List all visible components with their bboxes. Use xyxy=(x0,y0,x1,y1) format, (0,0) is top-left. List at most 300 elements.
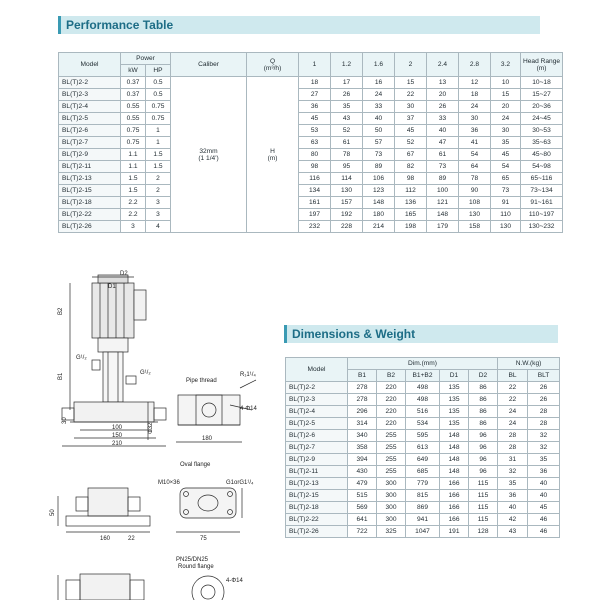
dim-row-value: 32 xyxy=(528,442,560,454)
dim-header-model: Model xyxy=(286,358,348,382)
row-kw: 0.37 xyxy=(121,89,146,101)
dim-row-value: 96 xyxy=(469,430,498,442)
head-label: H xyxy=(270,147,275,155)
dim-row-value: 86 xyxy=(469,394,498,406)
row-head-value: 148 xyxy=(427,209,459,221)
row-hp: 2 xyxy=(146,185,171,197)
dim-row-value: 40 xyxy=(528,490,560,502)
dim-row-value: 35 xyxy=(528,454,560,466)
row-head-value: 158 xyxy=(459,221,491,233)
row-head-value: 130 xyxy=(491,221,521,233)
row-head-value: 36 xyxy=(299,101,331,113)
row-hp: 3 xyxy=(146,209,171,221)
row-head-range: 45~80 xyxy=(521,149,563,161)
header-q-unit: (m³/h) xyxy=(263,64,282,72)
row-head-value: 232 xyxy=(299,221,331,233)
dim-row-value: 96 xyxy=(469,466,498,478)
dim-row-value: 498 xyxy=(406,382,440,394)
dim-header-b1: B1 xyxy=(348,370,377,382)
row-model: BL(T)2-5 xyxy=(59,113,121,125)
row-model: BL(T)2-6 xyxy=(59,125,121,137)
label-d2: D2 xyxy=(120,271,128,277)
row-head-value: 20 xyxy=(491,101,521,113)
row-head-range: 73~134 xyxy=(521,185,563,197)
dim-row-value: 220 xyxy=(377,418,406,430)
dim-row-value: 96 xyxy=(469,442,498,454)
row-head-value: 35 xyxy=(331,101,363,113)
row-head-value: 47 xyxy=(427,137,459,149)
row-model: BL(T)2-13 xyxy=(59,173,121,185)
label-dim-160: 160 xyxy=(100,536,111,542)
row-hp: 0.5 xyxy=(146,77,171,89)
row-head-value: 65 xyxy=(491,173,521,185)
dim-row-value: 135 xyxy=(440,406,469,418)
dim-row-value: 340 xyxy=(348,430,377,442)
dim-row-value: 641 xyxy=(348,514,377,526)
dimensions-title: Dimensions & Weight xyxy=(292,327,416,341)
row-kw: 3 xyxy=(121,221,146,233)
dim-row-value: 42 xyxy=(498,514,528,526)
row-head-value: 121 xyxy=(427,197,459,209)
dim-row-value: 498 xyxy=(406,394,440,406)
label-g1org: G1orG1¹/₄ xyxy=(226,480,254,486)
dim-row-value: 46 xyxy=(528,514,560,526)
dim-row-value: 595 xyxy=(406,430,440,442)
header-hp: HP xyxy=(146,65,171,77)
row-head-value: 73 xyxy=(363,149,395,161)
header-head-label: Head Range xyxy=(523,57,561,65)
pump-motor-drawing xyxy=(92,275,146,338)
dim-row-value: 166 xyxy=(440,490,469,502)
row-head-value: 45 xyxy=(395,125,427,137)
dim-row-model: BL(T)2-4 xyxy=(286,406,348,418)
header-flow-3: 2 xyxy=(395,53,427,77)
dim-row-value: 26 xyxy=(528,382,560,394)
label-m10: M10×36 xyxy=(158,480,180,486)
dim-row-value: 191 xyxy=(440,526,469,538)
row-head-value: 73 xyxy=(427,161,459,173)
header-flow-0: 1 xyxy=(299,53,331,77)
row-head-value: 52 xyxy=(331,125,363,137)
dim-row-value: 255 xyxy=(377,466,406,478)
row-head-value: 57 xyxy=(363,137,395,149)
row-head-value: 30 xyxy=(491,125,521,137)
dim-row-value: 148 xyxy=(440,466,469,478)
dim-row-value: 569 xyxy=(348,502,377,514)
header-flow-1: 1.2 xyxy=(331,53,363,77)
dim-row-value: 26 xyxy=(528,394,560,406)
dim-row-value: 135 xyxy=(440,382,469,394)
row-head-value: 157 xyxy=(331,197,363,209)
dim-row-value: 115 xyxy=(469,478,498,490)
row-head-value: 134 xyxy=(299,185,331,197)
row-model: BL(T)2-22 xyxy=(59,209,121,221)
dim-row-value: 86 xyxy=(469,382,498,394)
row-head-value: 33 xyxy=(363,101,395,113)
dim-row-value: 255 xyxy=(377,442,406,454)
row-head-value: 53 xyxy=(299,125,331,137)
row-head-value: 45 xyxy=(491,149,521,161)
dim-row-value: 28 xyxy=(498,442,528,454)
row-head-value: 98 xyxy=(395,173,427,185)
dim-row-value: 96 xyxy=(469,454,498,466)
row-head-value: 116 xyxy=(299,173,331,185)
row-head-value: 73 xyxy=(491,185,521,197)
dim-row-model: BL(T)2-26 xyxy=(286,526,348,538)
dim-row-value: 24 xyxy=(498,406,528,418)
dim-row-model: BL(T)2-3 xyxy=(286,394,348,406)
row-head-value: 61 xyxy=(331,137,363,149)
header-flow-2: 1.6 xyxy=(363,53,395,77)
pump-body-drawing xyxy=(62,338,166,422)
dim-row-model: BL(T)2-13 xyxy=(286,478,348,490)
label-d1: D1 xyxy=(108,284,116,290)
row-kw: 0.37 xyxy=(121,77,146,89)
label-r-thread: R₁1¹/₄ xyxy=(240,372,256,378)
row-head-value: 30 xyxy=(395,101,427,113)
label-dim-50: 50 xyxy=(50,509,56,516)
row-kw: 1.5 xyxy=(121,173,146,185)
label-dim-phi32: Φ32 xyxy=(148,422,154,434)
dim-row-value: 358 xyxy=(348,442,377,454)
dim-row-value: 534 xyxy=(406,418,440,430)
dim-row-value: 128 xyxy=(469,526,498,538)
row-head-value: 89 xyxy=(427,173,459,185)
row-head-value: 17 xyxy=(331,77,363,89)
dim-row-value: 24 xyxy=(498,418,528,430)
dim-row-value: 325 xyxy=(377,526,406,538)
row-head-value: 91 xyxy=(491,197,521,209)
row-head-value: 165 xyxy=(395,209,427,221)
dim-row-model: BL(T)2-7 xyxy=(286,442,348,454)
row-kw: 0.55 xyxy=(121,101,146,113)
dim-header-b2: B2 xyxy=(377,370,406,382)
header-model: Model xyxy=(59,53,121,77)
header-flow-4: 2.4 xyxy=(427,53,459,77)
row-head-value: 27 xyxy=(299,89,331,101)
row-hp: 1.5 xyxy=(146,149,171,161)
dim-row-value: 22 xyxy=(498,382,528,394)
row-head-range: 54~98 xyxy=(521,161,563,173)
label-dim-210: 210 xyxy=(112,441,123,447)
row-head-value: 136 xyxy=(395,197,427,209)
row-head-value: 12 xyxy=(459,77,491,89)
row-kw: 0.75 xyxy=(121,137,146,149)
row-head-range: 10~18 xyxy=(521,77,563,89)
row-model: BL(T)2-4 xyxy=(59,101,121,113)
row-kw: 2.2 xyxy=(121,197,146,209)
row-head-value: 214 xyxy=(363,221,395,233)
dim-row-value: 613 xyxy=(406,442,440,454)
row-head-value: 40 xyxy=(363,113,395,125)
row-head-value: 106 xyxy=(363,173,395,185)
row-head-value: 36 xyxy=(459,125,491,137)
dim-row-value: 685 xyxy=(406,466,440,478)
dim-row-value: 28 xyxy=(498,430,528,442)
row-model: BL(T)2-7 xyxy=(59,137,121,149)
dim-row-model: BL(T)2-6 xyxy=(286,430,348,442)
row-head-value: 80 xyxy=(299,149,331,161)
dim-row-value: 296 xyxy=(348,406,377,418)
caliber-value-inch: (1 1/4') xyxy=(198,154,219,162)
dim-row-value: 31 xyxy=(498,454,528,466)
dim-row-value: 135 xyxy=(440,418,469,430)
label-round-flange: Round flange xyxy=(178,564,214,570)
label-hole-4-14b: 4-Φ14 xyxy=(226,578,243,584)
dim-row-value: 148 xyxy=(440,430,469,442)
dim-row-value: 40 xyxy=(528,478,560,490)
row-hp: 2 xyxy=(146,173,171,185)
label-dim-75: 75 xyxy=(200,536,207,542)
row-head-value: 26 xyxy=(427,101,459,113)
dim-row-value: 148 xyxy=(440,454,469,466)
row-head-value: 192 xyxy=(331,209,363,221)
dim-row-value: 1047 xyxy=(406,526,440,538)
dim-row-value: 278 xyxy=(348,382,377,394)
label-pipe-thread: Pipe thread xyxy=(186,378,217,384)
dim-row-value: 36 xyxy=(528,466,560,478)
row-head-value: 78 xyxy=(459,173,491,185)
row-head-value: 197 xyxy=(299,209,331,221)
dim-row-value: 722 xyxy=(348,526,377,538)
row-head-value: 123 xyxy=(363,185,395,197)
dim-row-value: 166 xyxy=(440,502,469,514)
dim-row-value: 32 xyxy=(528,430,560,442)
row-head-value: 82 xyxy=(395,161,427,173)
dim-row-value: 815 xyxy=(406,490,440,502)
row-head-value: 24 xyxy=(363,89,395,101)
row-head-value: 45 xyxy=(299,113,331,125)
row-head-value: 63 xyxy=(299,137,331,149)
round-flange-drawing xyxy=(58,574,224,600)
dim-row-value: 220 xyxy=(377,394,406,406)
dim-row-value: 300 xyxy=(377,502,406,514)
row-head-range: 65~116 xyxy=(521,173,563,185)
caliber-value: 32mm xyxy=(199,147,218,155)
row-kw: 1.1 xyxy=(121,161,146,173)
row-head-value: 16 xyxy=(363,77,395,89)
row-head-value: 161 xyxy=(299,197,331,209)
row-model: BL(T)2-3 xyxy=(59,89,121,101)
oval-flange-front-drawing xyxy=(58,488,150,532)
label-dim-100: 100 xyxy=(112,425,123,431)
row-head-range: 15~27 xyxy=(521,89,563,101)
row-head-value: 30 xyxy=(459,113,491,125)
row-head-value: 100 xyxy=(427,185,459,197)
dim-row-value: 300 xyxy=(377,514,406,526)
row-head-value: 148 xyxy=(363,197,395,209)
label-dim-150: 150 xyxy=(112,433,123,439)
row-head-value: 130 xyxy=(331,185,363,197)
dim-row-value: 869 xyxy=(406,502,440,514)
dim-row-model: BL(T)2-22 xyxy=(286,514,348,526)
dim-header-b1b2: B1+B2 xyxy=(406,370,440,382)
oval-flange-top-drawing xyxy=(176,488,242,532)
row-kw: 0.75 xyxy=(121,125,146,137)
dim-row-value: 46 xyxy=(528,526,560,538)
row-model: BL(T)2-18 xyxy=(59,197,121,209)
dim-row-value: 36 xyxy=(498,490,528,502)
label-dim-180: 180 xyxy=(202,436,213,442)
label-g1: G¹/₂ xyxy=(76,355,87,361)
row-hp: 0.75 xyxy=(146,113,171,125)
dim-row-value: 516 xyxy=(406,406,440,418)
row-head-value: 15 xyxy=(395,77,427,89)
label-pn25: PN25/DN25 xyxy=(176,557,209,563)
row-head-value: 130 xyxy=(459,209,491,221)
row-head-value: 110 xyxy=(491,209,521,221)
row-head-value: 61 xyxy=(427,149,459,161)
dim-row-value: 32 xyxy=(498,466,528,478)
dim-header-bl: BL xyxy=(498,370,528,382)
row-model: BL(T)2-9 xyxy=(59,149,121,161)
dim-row-value: 45 xyxy=(528,502,560,514)
row-head-value: 228 xyxy=(331,221,363,233)
dim-row-value: 35 xyxy=(498,478,528,490)
row-head-value: 112 xyxy=(395,185,427,197)
row-head-range: 30~53 xyxy=(521,125,563,137)
row-head-value: 26 xyxy=(331,89,363,101)
dim-row-value: 43 xyxy=(498,526,528,538)
row-head-range: 130~232 xyxy=(521,221,563,233)
row-kw: 1.1 xyxy=(121,149,146,161)
dim-row-value: 115 xyxy=(469,502,498,514)
row-hp: 1 xyxy=(146,137,171,149)
dim-row-value: 255 xyxy=(377,430,406,442)
dim-row-value: 430 xyxy=(348,466,377,478)
dim-row-model: BL(T)2-18 xyxy=(286,502,348,514)
dim-row-value: 394 xyxy=(348,454,377,466)
dim-row-model: BL(T)2-5 xyxy=(286,418,348,430)
row-head-value: 13 xyxy=(427,77,459,89)
dim-row-value: 148 xyxy=(440,442,469,454)
dim-header-nw: N.W.(kg) xyxy=(498,358,560,370)
dim-row-value: 515 xyxy=(348,490,377,502)
row-head-value: 18 xyxy=(459,89,491,101)
dim-row-model: BL(T)2-2 xyxy=(286,382,348,394)
row-hp: 0.5 xyxy=(146,89,171,101)
dim-row-value: 135 xyxy=(440,394,469,406)
row-head-value: 54 xyxy=(459,149,491,161)
dim-row-value: 166 xyxy=(440,478,469,490)
row-head-value: 108 xyxy=(459,197,491,209)
row-head-value: 35 xyxy=(491,137,521,149)
dim-row-value: 166 xyxy=(440,514,469,526)
row-head-value: 180 xyxy=(363,209,395,221)
row-hp: 1 xyxy=(146,125,171,137)
dim-header-dim: Dim.(mm) xyxy=(348,358,498,370)
header-q-label: Q xyxy=(269,57,276,65)
dim-row-model: BL(T)2-11 xyxy=(286,466,348,478)
row-head-value: 40 xyxy=(427,125,459,137)
header-power: Power xyxy=(121,53,171,65)
dim-row-value: 220 xyxy=(377,406,406,418)
head-unit: (m) xyxy=(267,154,278,162)
row-kw: 1.5 xyxy=(121,185,146,197)
dim-row-value: 220 xyxy=(377,382,406,394)
dim-row-model: BL(T)2-9 xyxy=(286,454,348,466)
dim-row-value: 941 xyxy=(406,514,440,526)
label-dim-22: 22 xyxy=(128,536,135,542)
label-b1: B1 xyxy=(58,372,64,380)
dim-row-value: 649 xyxy=(406,454,440,466)
row-head-value: 90 xyxy=(459,185,491,197)
row-head-range: 110~197 xyxy=(521,209,563,221)
row-head-value: 78 xyxy=(331,149,363,161)
label-hole-4-14: 4-Φ14 xyxy=(240,406,257,412)
dim-row-value: 255 xyxy=(377,454,406,466)
dim-row-value: 86 xyxy=(469,406,498,418)
row-head-value: 15 xyxy=(491,89,521,101)
row-head-value: 20 xyxy=(427,89,459,101)
row-head-value: 89 xyxy=(363,161,395,173)
row-head-value: 198 xyxy=(395,221,427,233)
header-caliber: Caliber xyxy=(171,53,247,77)
header-kw: kW xyxy=(121,65,146,77)
row-head-value: 10 xyxy=(491,77,521,89)
header-flow-5: 2.8 xyxy=(459,53,491,77)
performance-title: Performance Table xyxy=(66,18,174,32)
label-g2: G¹/₂ xyxy=(140,370,151,376)
row-head-value: 52 xyxy=(395,137,427,149)
dim-row-value: 479 xyxy=(348,478,377,490)
row-hp: 1.5 xyxy=(146,161,171,173)
dim-row-value: 28 xyxy=(528,406,560,418)
row-kw: 2.2 xyxy=(121,209,146,221)
dim-row-value: 115 xyxy=(469,490,498,502)
row-head-value: 54 xyxy=(491,161,521,173)
row-head-value: 33 xyxy=(427,113,459,125)
dim-row-value: 28 xyxy=(528,418,560,430)
row-kw: 0.55 xyxy=(121,113,146,125)
label-dim-30: 30 xyxy=(62,417,68,424)
dim-row-model: BL(T)2-15 xyxy=(286,490,348,502)
row-head-value: 22 xyxy=(395,89,427,101)
row-head-value: 43 xyxy=(331,113,363,125)
dim-row-value: 115 xyxy=(469,514,498,526)
row-head-range: 24~45 xyxy=(521,113,563,125)
row-model: BL(T)2-11 xyxy=(59,161,121,173)
row-head-range: 35~63 xyxy=(521,137,563,149)
dim-row-value: 300 xyxy=(377,478,406,490)
row-head-value: 67 xyxy=(395,149,427,161)
dim-row-value: 314 xyxy=(348,418,377,430)
row-model: BL(T)2-15 xyxy=(59,185,121,197)
row-head-value: 24 xyxy=(491,113,521,125)
row-hp: 0.75 xyxy=(146,101,171,113)
dim-row-value: 40 xyxy=(498,502,528,514)
row-head-value: 95 xyxy=(331,161,363,173)
row-head-value: 41 xyxy=(459,137,491,149)
row-head-value: 114 xyxy=(331,173,363,185)
row-head-value: 24 xyxy=(459,101,491,113)
row-hp: 3 xyxy=(146,197,171,209)
dim-row-value: 22 xyxy=(498,394,528,406)
row-model: BL(T)2-26 xyxy=(59,221,121,233)
row-head-range: 91~161 xyxy=(521,197,563,209)
dim-row-value: 300 xyxy=(377,490,406,502)
row-head-value: 18 xyxy=(299,77,331,89)
row-hp: 4 xyxy=(146,221,171,233)
dim-row-value: 86 xyxy=(469,418,498,430)
row-head-value: 37 xyxy=(395,113,427,125)
label-b2: B2 xyxy=(58,307,64,315)
dim-header-blt: BLT xyxy=(528,370,560,382)
row-head-value: 50 xyxy=(363,125,395,137)
row-head-value: 64 xyxy=(459,161,491,173)
label-oval-flange: Oval flange xyxy=(180,462,211,468)
header-flow-6: 3.2 xyxy=(491,53,521,77)
